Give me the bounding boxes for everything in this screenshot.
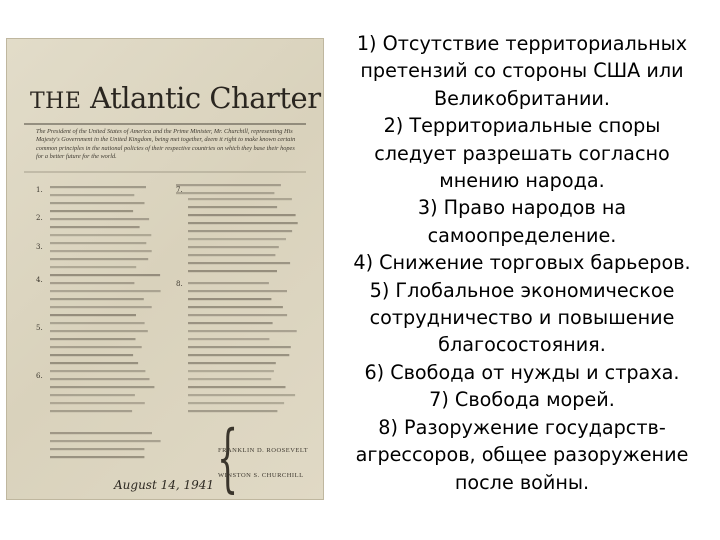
text-line: [188, 246, 279, 248]
text-line: [50, 234, 151, 236]
point-line: благосостояния.: [438, 333, 606, 357]
text-line: [50, 456, 144, 458]
text-line: [188, 238, 286, 240]
text-line: [188, 402, 284, 404]
text-line: [188, 362, 276, 364]
text-line: [188, 306, 283, 308]
text-line: [188, 198, 292, 200]
text-line: [188, 262, 290, 264]
text-line: [176, 192, 274, 194]
clause-numeral: 4.: [36, 276, 43, 284]
signature-churchill: WINSTON S. CHURCHILL: [218, 472, 304, 479]
text-line: [50, 410, 132, 412]
text-line: [50, 202, 145, 204]
text-line: [188, 222, 298, 224]
document-date: August 14, 1941: [114, 478, 215, 492]
text-line: [50, 218, 149, 220]
text-line: [188, 254, 275, 256]
point-line: 5) Глобальное экономическое: [369, 278, 675, 302]
point-line: после войны.: [454, 470, 590, 494]
text-line: [50, 226, 140, 228]
text-line: [50, 394, 135, 396]
atlantic-charter-document-image: [6, 38, 324, 500]
point-line: 3) Право народов на: [417, 196, 627, 220]
clause-numeral: 1.: [36, 186, 43, 194]
text-line: [188, 370, 274, 372]
point-line: 4) Снижение торговых барьеров.: [353, 251, 691, 275]
text-line: [188, 206, 277, 208]
text-line: [188, 354, 289, 356]
text-line: [50, 330, 148, 332]
clause-numeral: 6.: [36, 372, 43, 380]
point-line: мнению народа.: [439, 169, 605, 193]
point-line: 8) Разоружение государств-: [378, 415, 666, 439]
text-line: [188, 330, 297, 332]
text-line: [50, 362, 138, 364]
signature-roosevelt: FRANKLIN D. ROOSEVELT: [218, 447, 309, 454]
text-line: [188, 230, 292, 232]
clause-numeral: 3.: [36, 243, 43, 251]
point-line: 7) Свобода морей.: [429, 388, 615, 412]
title-the: THE: [30, 89, 82, 114]
signature-brace: {: [216, 415, 239, 500]
text-line: [50, 378, 150, 380]
text-line: [50, 194, 134, 196]
text-line: [188, 214, 296, 216]
text-line: [188, 298, 271, 300]
clause-numeral: 7.: [176, 186, 183, 194]
point-line: 2) Территориальные споры: [383, 114, 661, 138]
text-line: [50, 242, 146, 244]
text-line: [50, 370, 145, 372]
text-line: [188, 314, 287, 316]
text-line: [188, 282, 269, 284]
clause-numeral: 5.: [36, 324, 43, 332]
text-line: [188, 322, 273, 324]
point-line: претензий со стороны США или: [360, 59, 684, 83]
text-line: [50, 290, 161, 292]
text-line: [50, 298, 144, 300]
text-line: [50, 386, 154, 388]
text-line: [188, 410, 277, 412]
point-line: 1) Отсутствие территориальных: [356, 32, 688, 55]
text-line: [50, 266, 136, 268]
document-title: [30, 81, 321, 115]
text-line: [188, 386, 286, 388]
charter-points-list: [342, 30, 702, 530]
point-line: агрессоров, общее разоружение: [355, 443, 689, 467]
point-line: самоопределение.: [427, 223, 617, 247]
text-line: [50, 440, 161, 442]
text-line: [50, 306, 152, 308]
text-line: [50, 250, 152, 252]
text-line: [176, 184, 281, 186]
text-line: [188, 378, 271, 380]
text-line: [50, 210, 133, 212]
text-line: [50, 354, 133, 356]
clause-numeral: 8.: [176, 280, 183, 288]
point-line: 6) Свобода от нужды и страха.: [364, 360, 680, 384]
point-line: сотрудничество и повышение: [369, 306, 675, 330]
title-main: Atlantic Charter: [90, 81, 321, 115]
text-line: [50, 314, 136, 316]
point-line: следует разрешать согласно: [374, 141, 670, 165]
text-line: [188, 394, 295, 396]
text-line: [50, 448, 144, 450]
text-line: [50, 432, 152, 434]
right-column-text: [176, 184, 298, 412]
text-line: [50, 274, 160, 276]
point-line: Великобритании.: [433, 86, 611, 110]
text-line: [50, 322, 145, 324]
clause-numeral: 2.: [36, 214, 43, 222]
text-line: [50, 346, 142, 348]
text-line: [188, 338, 269, 340]
text-line: [188, 270, 277, 272]
text-line: [50, 258, 148, 260]
text-line: [50, 402, 145, 404]
text-line: [188, 290, 287, 292]
text-line: [50, 338, 136, 340]
text-line: [50, 186, 146, 188]
left-column-text: [50, 186, 161, 458]
document-preamble: The President of the United States of America and the Prime Minister, Mr. Churchill, representing His Majesty's Government in the United Kingdom, being met together, deem it right to make known certain common principles in the national policies of their respective countries on which they base their hopes for a better future for the world.: [36, 128, 296, 160]
text-line: [50, 282, 134, 284]
text-line: [188, 346, 291, 348]
